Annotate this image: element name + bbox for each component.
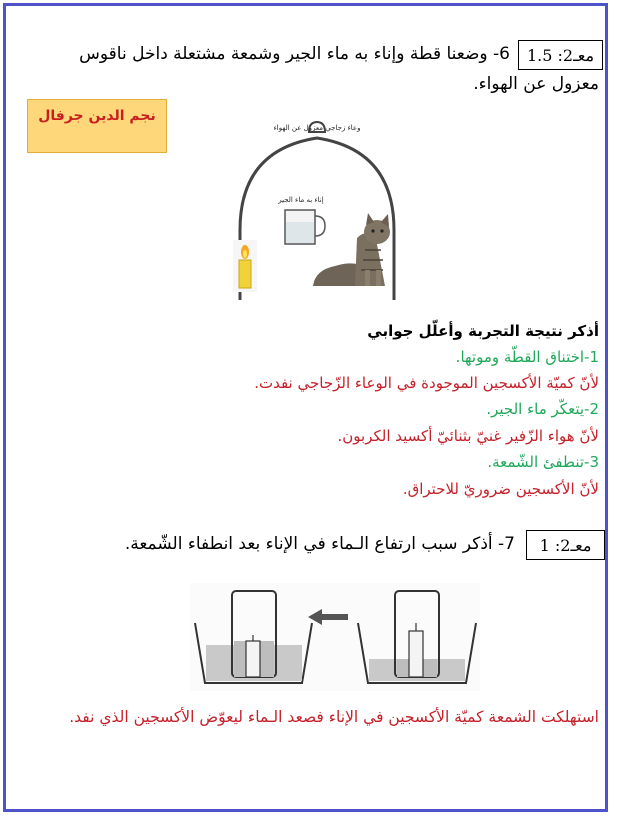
label-jar: وعاء زجاجي معزول عن الهواء bbox=[273, 124, 361, 132]
reason-1: لأنّ كميّة الأكسجين الموجودة في الوعاء الزّجاجي نفدت. bbox=[254, 374, 599, 392]
q6-question-line1: 6- وضعنا قطة وإناء به ماء الجير وشمعة مشتعلة داخل ناقوس bbox=[79, 44, 510, 64]
q7-question: 7- أذكر سبب ارتفاع الـماء في الإناء بعد انطفاء الشّمعة. bbox=[124, 534, 515, 554]
q6-score-box bbox=[518, 40, 603, 70]
candle bbox=[233, 240, 257, 292]
answer-heading: أذكر نتيجة التجربة وأعلّل جوابي bbox=[367, 322, 599, 340]
result-1: 1-اختناق القطّة وموتها. bbox=[455, 348, 599, 366]
water-rise-figure bbox=[190, 583, 480, 691]
author-label: نجم الدين جرفال bbox=[27, 99, 167, 153]
q6-score: معـ2: 1.5 bbox=[526, 45, 595, 65]
q7-score-box bbox=[526, 530, 605, 560]
label-cup: إناء به ماء الجير bbox=[278, 196, 324, 204]
reason-3: لأنّ الأكسجين ضروريّ للاحتراق. bbox=[402, 480, 599, 498]
result-2: 2-يتعكّر ماء الجير. bbox=[486, 400, 599, 418]
bell-jar-figure bbox=[205, 110, 430, 310]
result-3: 3-تنطفئ الشّمعة. bbox=[487, 453, 599, 471]
q6-question-line2: معزول عن الهواء. bbox=[473, 74, 599, 94]
reason-2: لأنّ هواء الزّفير غنيّ بثنائيّ أكسيد الكربون. bbox=[337, 427, 599, 445]
q7-answer: استهلكت الشمعة كميّة الأكسجين في الإناء فصعد الـماء ليعوّض الأكسجين الذي نفد. bbox=[69, 708, 599, 726]
q7-score: معـ2: 1 bbox=[539, 535, 592, 555]
